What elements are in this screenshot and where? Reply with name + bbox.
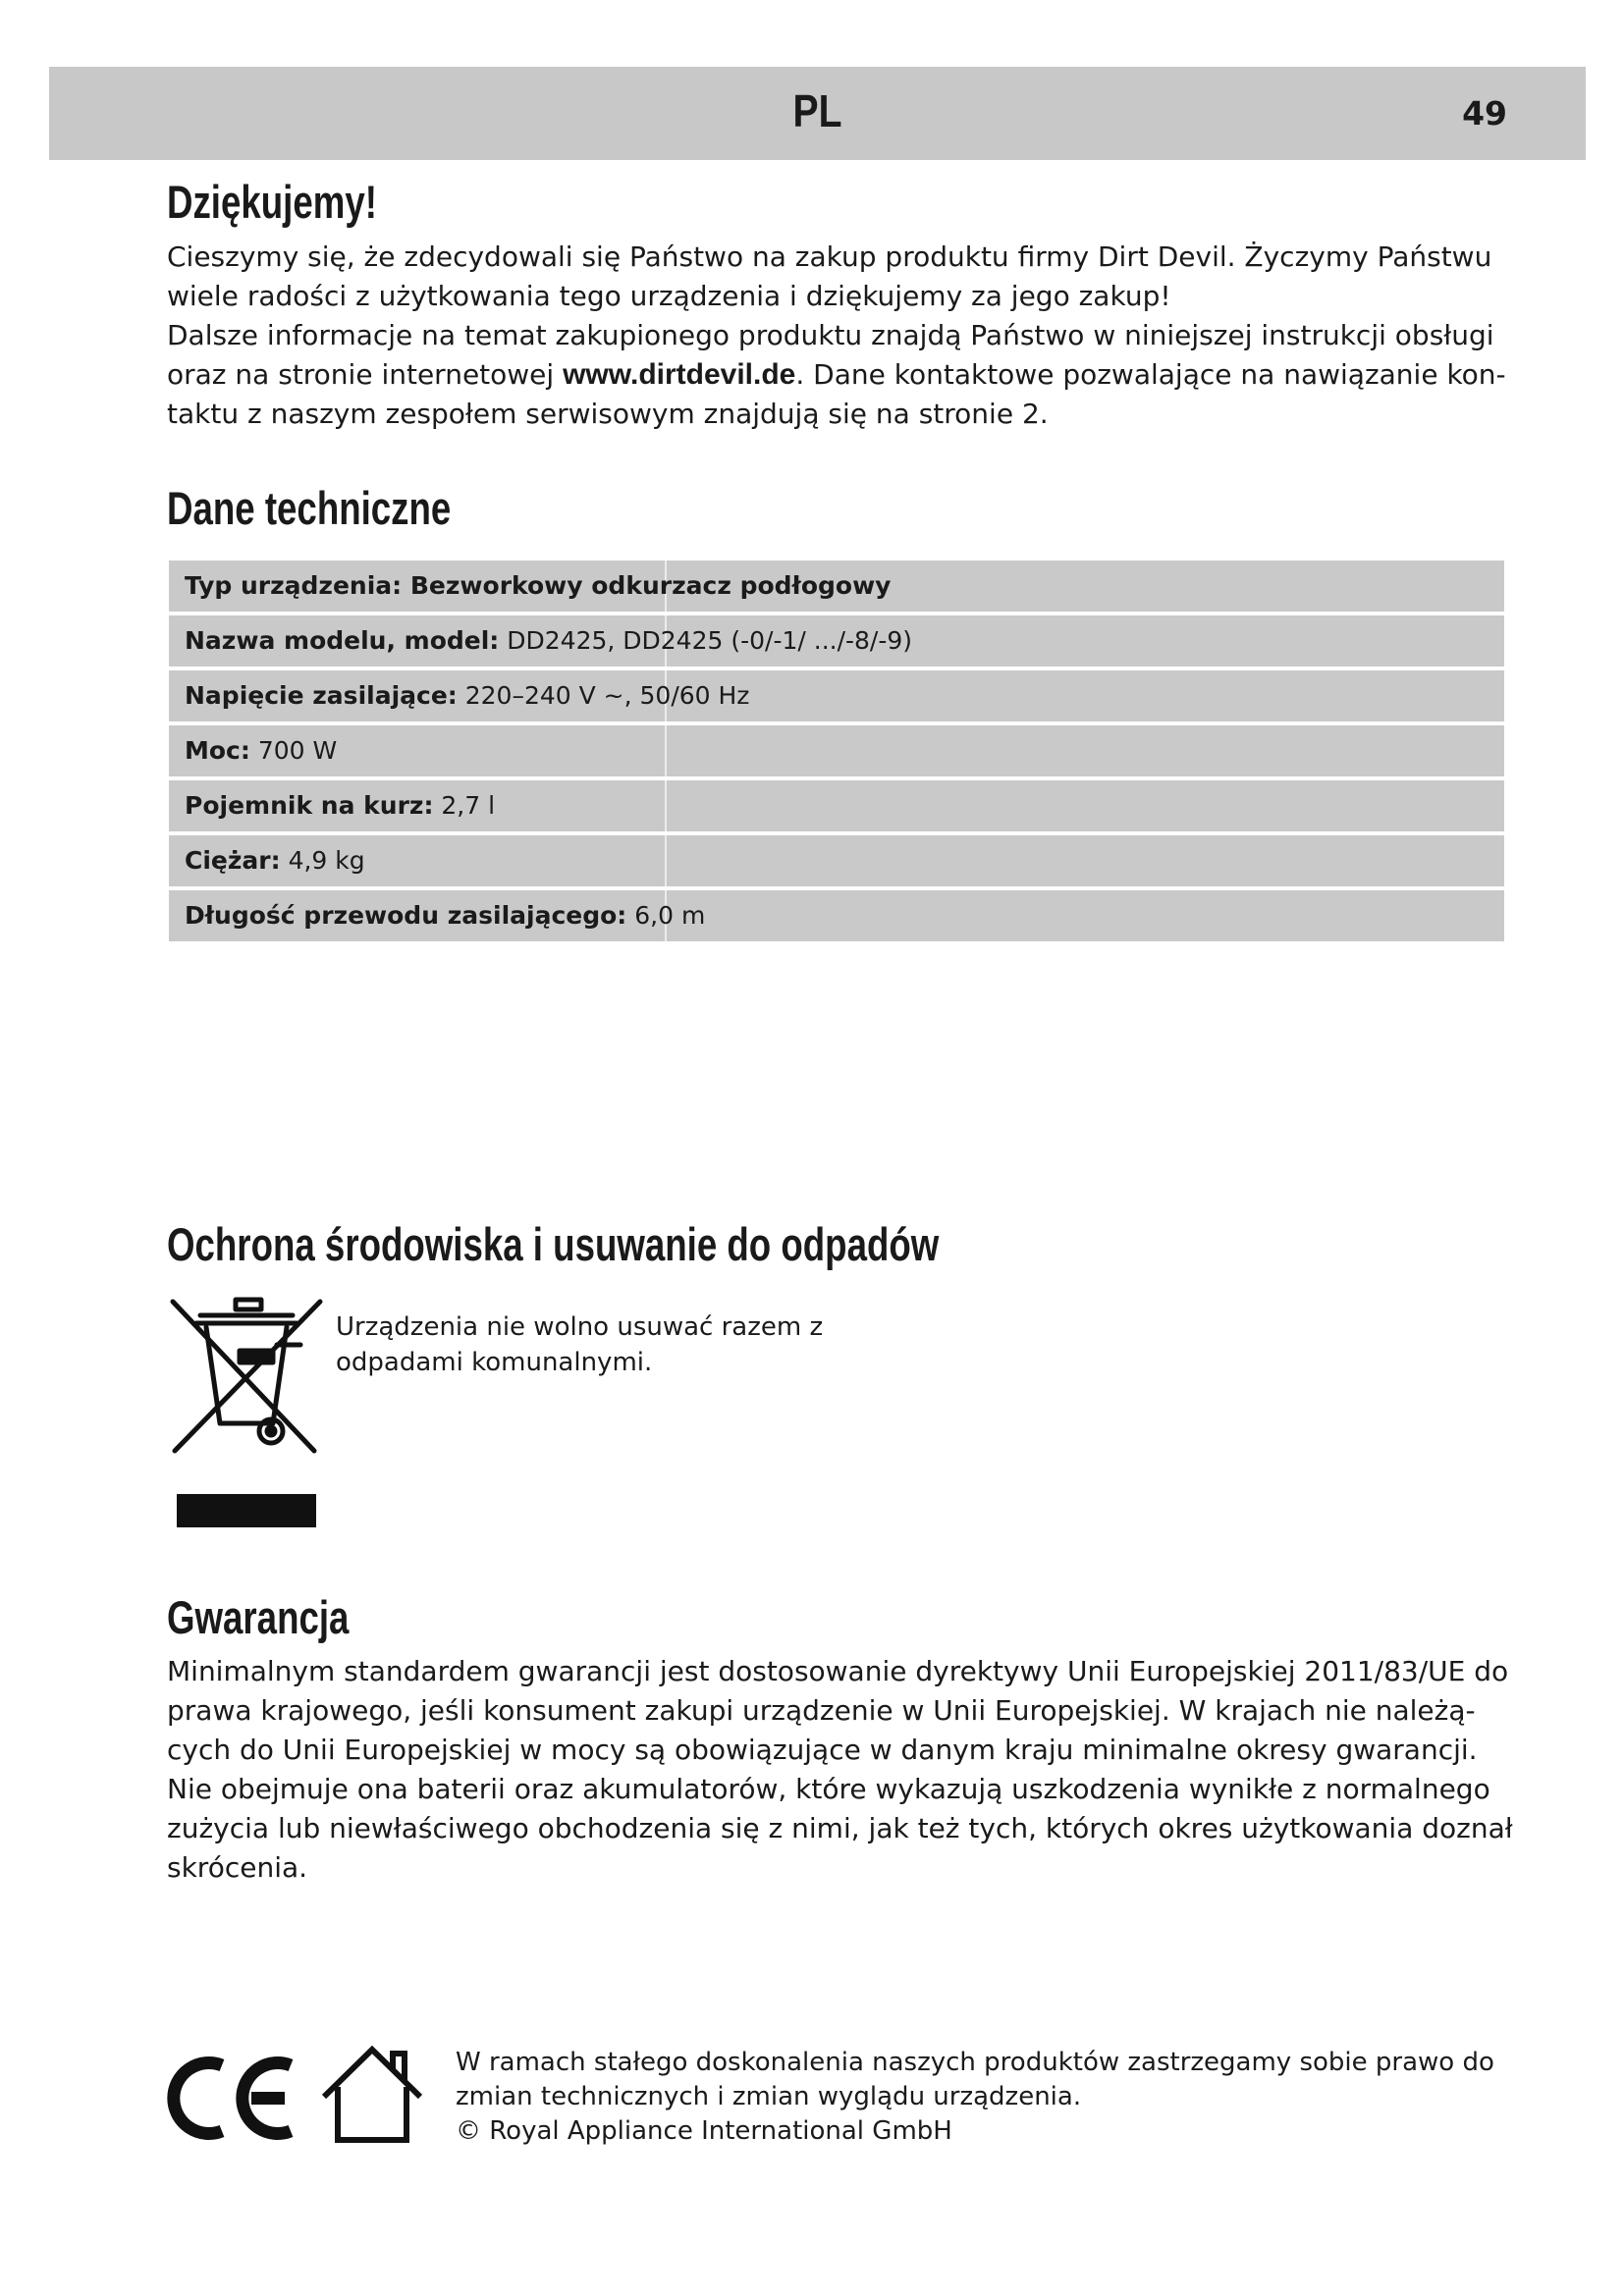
spec-label: Długość przewodu zasilającego: [185, 901, 627, 930]
warranty-line: zużycia lub niewłaściwego obchodzenia się z nimi, jak też tych, których okres użytkowania doznał [167, 1812, 1513, 1844]
spec-value: 700 W [249, 736, 338, 765]
spec-value: 2,7 l [433, 791, 496, 820]
thanks-line: Cieszymy się, że zdecydowali się Państwo na zakup produktu firmy Dirt Devil. Życzymy Państwu [167, 240, 1492, 273]
spec-label: Napięcie zasilające: [185, 681, 458, 710]
crossed-out-wheelie-bin-icon [167, 1294, 324, 1461]
spec-cell [185, 835, 365, 886]
spec-divider [665, 835, 667, 886]
spec-cell [185, 561, 891, 612]
warranty-line: skrócenia. [167, 1851, 308, 1884]
website-link[interactable]: www.dirtdevil.de [563, 358, 796, 391]
weee-black-bar [177, 1494, 316, 1527]
disposal-line: Urządzenia nie wolno usuwać razem z [336, 1312, 824, 1342]
spec-cell [185, 615, 912, 667]
environment-heading: Ochrona środowiska i usuwanie do odpadów [167, 1218, 940, 1270]
thanks-text-after-url: . Dane kontaktowe pozwalające na nawiązanie kon- [795, 358, 1506, 391]
spec-value: 4,9 kg [280, 846, 365, 875]
spec-row [169, 561, 1504, 612]
disposal-note [336, 1309, 866, 1380]
thanks-line: taktu z naszym zespołem serwisowym znajdują się na stronie 2. [167, 398, 1049, 430]
ce-mark-icon [165, 2052, 302, 2145]
footer-line: W ramach stałego doskonalenia naszych produktów zastrzegamy sobie prawo do [456, 2048, 1494, 2077]
page-number: 49 [1462, 94, 1507, 133]
spec-row [169, 615, 1504, 667]
spec-label: Typ urządzenia: Bezworkowy odkurzacz podłogowy [185, 571, 892, 600]
warranty-line: cych do Unii Europejskiej w mocy są obowiązujące w danym kraju minimalne okresy gwarancji. [167, 1734, 1478, 1766]
thanks-paragraph [167, 238, 1512, 434]
thanks-line: Dalsze informacje na temat zakupionego produktu znajdą Państwo w niniejszej instrukcji obsługi [167, 319, 1494, 351]
spec-divider [665, 780, 667, 831]
spec-cell [185, 890, 705, 941]
spec-label: Nazwa modelu, model: [185, 626, 500, 655]
spec-row [169, 835, 1504, 886]
spec-row [169, 890, 1504, 941]
warranty-paragraph [167, 1652, 1512, 1888]
warranty-line: Minimalnym standardem gwarancji jest dostosowanie dyrektywy Unii Europejskiej 2011/83/UE do [167, 1655, 1509, 1687]
footer-line: zmian technicznych i zmian wyglądu urządzenia. [456, 2082, 1082, 2111]
spec-cell [185, 780, 495, 831]
spec-cell [185, 670, 749, 721]
spec-value: 6,0 m [626, 901, 706, 930]
spec-label: Pojemnik na kurz: [185, 791, 434, 820]
spec-label: Ciężar: [185, 846, 281, 875]
warranty-line: prawa krajowego, jeśli konsument zakupi urządzenie w Unii Europejskiej. W krajach nie należą- [167, 1694, 1476, 1727]
spec-value: 220–240 V ~, 50/60 Hz [457, 681, 750, 710]
house-icon [320, 2044, 424, 2146]
thanks-line: wiele radości z użytkowania tego urządzenia i dziękujemy za jego zakup! [167, 280, 1171, 312]
spec-row [169, 725, 1504, 776]
page-header [49, 67, 1586, 160]
language-code: PL [792, 85, 842, 136]
thanks-line-url [167, 355, 1512, 395]
spec-divider [665, 725, 667, 776]
footer-note [456, 2046, 1536, 2149]
warranty-heading: Gwarancja [167, 1591, 350, 1643]
thanks-text-before-url: oraz na stronie internetowej [167, 358, 564, 391]
copyright-line: © Royal Appliance International GmbH [456, 2116, 952, 2146]
spec-cell [185, 725, 337, 776]
spec-value: DD2425, DD2425 (-0/-1/ .../-8/-9) [499, 626, 913, 655]
spec-label: Moc: [185, 736, 250, 765]
spec-row [169, 780, 1504, 831]
thanks-heading: Dziękujemy! [167, 176, 377, 228]
disposal-line: odpadami komunalnymi. [336, 1348, 653, 1377]
warranty-line: Nie obejmuje ona baterii oraz akumulatorów, które wykazują uszkodzenia wynikłe z normalnego [167, 1773, 1490, 1805]
spec-row [169, 670, 1504, 721]
spec-table [169, 561, 1504, 945]
tech-heading: Dane techniczne [167, 482, 452, 534]
